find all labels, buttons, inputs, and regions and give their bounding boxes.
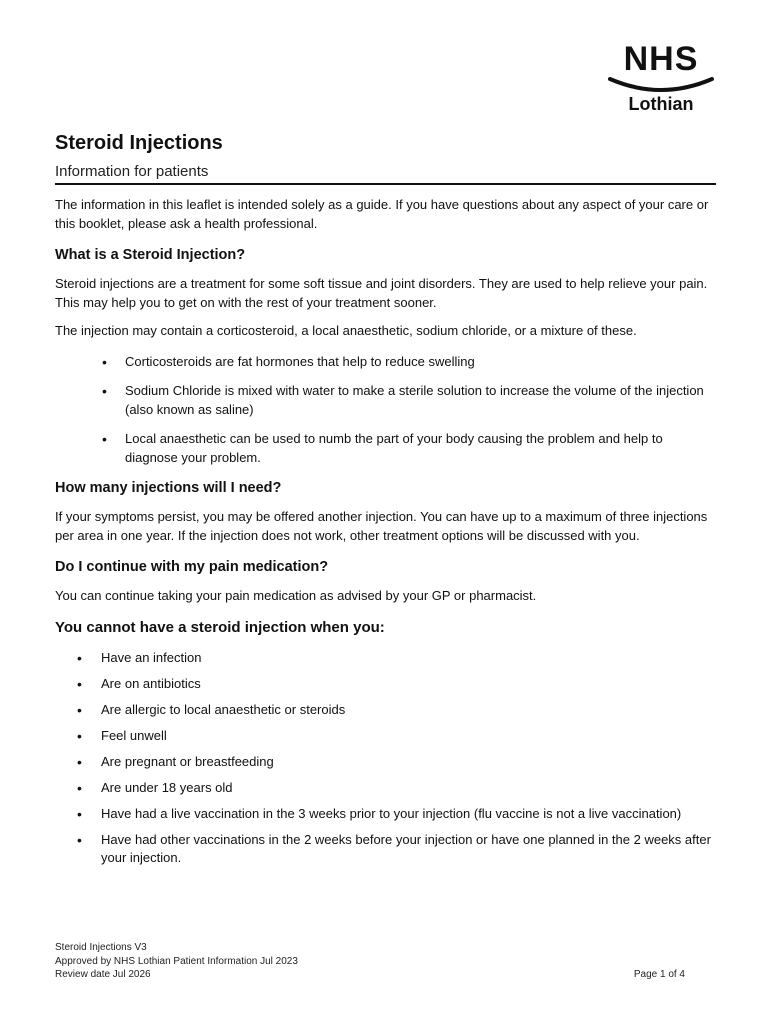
footer-version: Steroid Injections V3 bbox=[55, 942, 147, 953]
intro-paragraph: The information in this leaflet is intended solely as a guide. If you have questions about any aspect of your care or this booklet, please ask a health professional. bbox=[55, 197, 709, 231]
logo-region: Lothian bbox=[628, 94, 694, 114]
nhs-lothian-logo bbox=[606, 42, 716, 116]
list-item: • Are on antibiotics bbox=[101, 675, 717, 694]
contraindications-list bbox=[55, 649, 717, 868]
section3-paragraph: You can continue taking your pain medication as advised by your GP or pharmacist. bbox=[55, 588, 537, 603]
section1-paragraph-1: Steroid injections are a treatment for some soft tissue and joint disorders. They are used to help relieve your pain. This may help you to get on with the rest of your treatment sooner. bbox=[55, 276, 708, 310]
list-item: • Corticosteroids are fat hormones that help to reduce swelling bbox=[125, 353, 717, 372]
section-heading-cannot-have: You cannot have a steroid injection when you: bbox=[55, 618, 385, 636]
title-divider bbox=[55, 183, 716, 185]
page-title: Steroid Injections bbox=[55, 132, 223, 154]
list-item: • Have had other vaccinations in the 2 weeks before your injection or have one planned in the 2 weeks after your injection. bbox=[101, 831, 717, 868]
page-subtitle: Information for patients bbox=[55, 163, 209, 180]
document-body bbox=[55, 196, 717, 875]
list-item: • Have an infection bbox=[101, 649, 717, 668]
section-heading-how-many: How many injections will I need? bbox=[55, 480, 282, 496]
list-item: • Have had a live vaccination in the 3 weeks prior to your injection (flu vaccine is not a live vaccination) bbox=[101, 805, 717, 824]
list-item: • Are pregnant or breastfeeding bbox=[101, 753, 717, 772]
logo-brand: NHS bbox=[623, 40, 699, 78]
page-number: Page 1 of 4 bbox=[633, 969, 685, 980]
list-item: • Sodium Chloride is mixed with water to make a sterile solution to increase the volume of the injection (also known as saline) bbox=[125, 382, 717, 419]
footer-review-date: Review date Jul 2026 bbox=[55, 969, 151, 980]
section-heading-what-is: What is a Steroid Injection? bbox=[55, 247, 246, 263]
list-item: • Are allergic to local anaesthetic or steroids bbox=[101, 701, 717, 720]
list-item: • Local anaesthetic can be used to numb the part of your body causing the problem and help to diagnose your problem. bbox=[125, 430, 717, 467]
list-item: • Are under 18 years old bbox=[101, 779, 717, 798]
document-footer bbox=[55, 941, 298, 982]
section1-paragraph-2: The injection may contain a corticosteroid, a local anaesthetic, sodium chloride, or a mixture of these. bbox=[55, 323, 637, 338]
section2-paragraph: If your symptoms persist, you may be offered another injection. You can have up to a maximum of three injections per area in one year. If the injection does not work, other treatment options will be discussed with you. bbox=[55, 509, 708, 543]
ingredients-list bbox=[55, 353, 717, 468]
list-item: • Feel unwell bbox=[101, 727, 717, 746]
footer-approval: Approved by NHS Lothian Patient Information Jul 2023 bbox=[55, 955, 298, 967]
section-heading-pain-medication: Do I continue with my pain medication? bbox=[55, 559, 329, 575]
logo-swoosh-icon bbox=[608, 75, 714, 95]
